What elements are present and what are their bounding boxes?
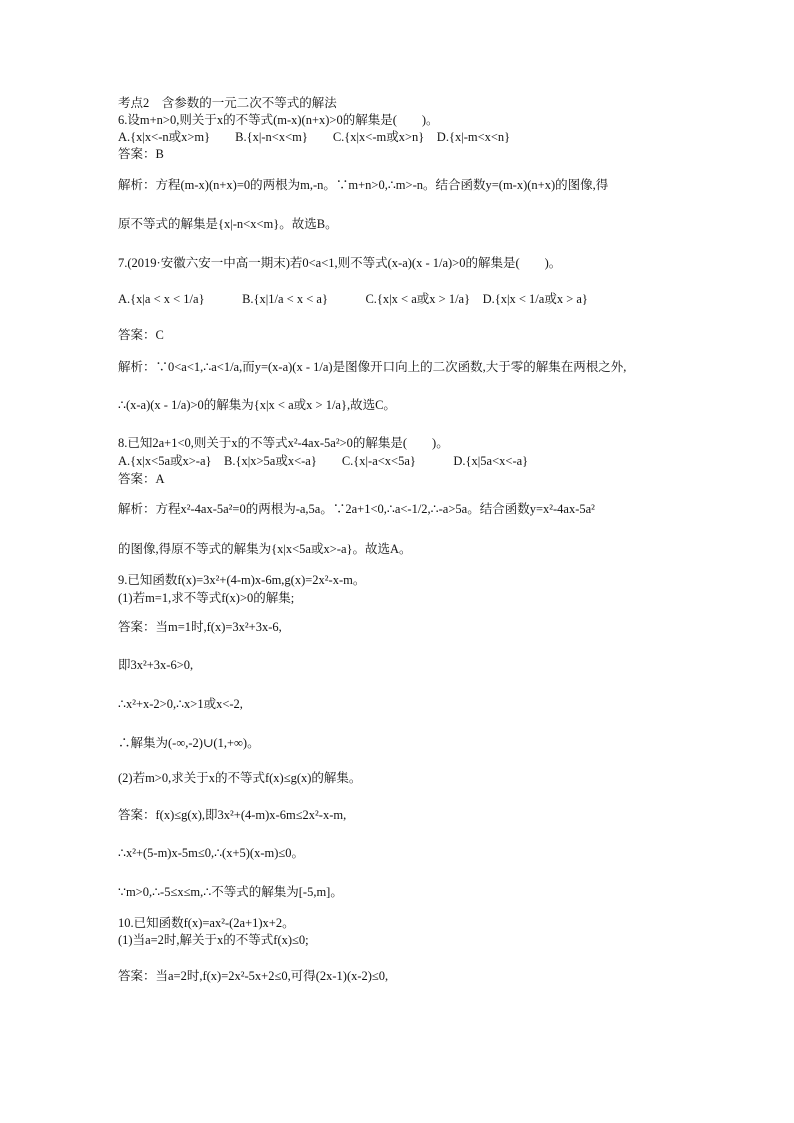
q9-part1-answer-line4: ∴解集为(-∞,-2)∪(1,+∞)。 [118, 736, 260, 750]
q8-analysis-line2: 的图像,得原不等式的解集为{x|x<5a或x>-a}。故选A。 [118, 542, 412, 556]
q7-answer: 答案：C [118, 328, 164, 342]
q8-stem: 8.已知2a+1<0,则关于x的不等式x²-4ax-5a²>0的解集是( )。 [118, 436, 449, 450]
q7-options: A.{x|a < x < 1/a} B.{x|1/a < x < a} C.{x|x < a或x > 1/a} D.{x|x < 1/a或x > a} [118, 292, 588, 306]
q6-answer: 答案：B [118, 147, 164, 161]
q7-analysis-line1: 解析：∵0<a<1,∴a<1/a,而y=(x-a)(x - 1/a)是图像开口向上的二次函数,大于零的解集在两根之外, [118, 360, 627, 374]
q6-analysis-line2: 原不等式的解集是{x|-n<x<m}。故选B。 [118, 217, 338, 231]
q10-stem: 10.已知函数f(x)=ax²-(2a+1)x+2。 [118, 916, 295, 930]
q9-part1-answer-line3: ∴x²+x-2>0,∴x>1或x<-2, [118, 697, 243, 711]
q10-part1: (1)当a=2时,解关于x的不等式f(x)≤0; [118, 933, 309, 947]
q6-stem: 6.设m+n>0,则关于x的不等式(m-x)(n+x)>0的解集是( )。 [118, 113, 439, 127]
q8-answer: 答案：A [118, 472, 165, 486]
q7-stem: 7.(2019·安徽六安一中高一期末)若0<a<1,则不等式(x-a)(x - 1/a)>0的解集是( )。 [118, 256, 562, 270]
q6-analysis-line1: 解析：方程(m-x)(n+x)=0的两根为m,-n。∵m+n>0,∴m>-n。结合函数y=(m-x)(n+x)的图像,得 [118, 178, 609, 192]
q6-options: A.{x|x<-n或x>m} B.{x|-n<x<m} C.{x|x<-m或x>n} D.{x|-m<x<n} [118, 130, 511, 144]
q9-part2-answer-line3: ∵m>0,∴-5≤x≤m,∴不等式的解集为[-5,m]。 [118, 885, 343, 899]
q9-part1: (1)若m=1,求不等式f(x)>0的解集; [118, 591, 295, 605]
q9-stem: 9.已知函数f(x)=3x²+(4-m)x-6m,g(x)=2x²-x-m。 [118, 573, 366, 587]
q7-analysis-line2: ∴(x-a)(x - 1/a)>0的解集为{x|x < a或x > 1/a},故选C。 [118, 398, 396, 412]
section-heading: 考点2 含参数的一元二次不等式的解法 [118, 96, 337, 110]
q8-options: A.{x|x<5a或x>-a} B.{x|x>5a或x<-a} C.{x|-a<x<5a} D.{x|5a<x<-a} [118, 454, 529, 468]
q9-part2-answer-line2: ∴x²+(5-m)x-5m≤0,∴(x+5)(x-m)≤0。 [118, 846, 304, 860]
q9-part2: (2)若m>0,求关于x的不等式f(x)≤g(x)的解集。 [118, 771, 362, 785]
q10-part1-answer-line1: 答案：当a=2时,f(x)=2x²-5x+2≤0,可得(2x-1)(x-2)≤0, [118, 969, 389, 983]
q9-part2-answer-line1: 答案：f(x)≤g(x),即3x²+(4-m)x-6m≤2x²-x-m, [118, 808, 347, 822]
q8-analysis-line1: 解析：方程x²-4ax-5a²=0的两根为-a,5a。∵2a+1<0,∴a<-1/2,∴-a>5a。结合函数y=x²-4ax-5a² [118, 502, 595, 516]
q9-part1-answer-line1: 答案：当m=1时,f(x)=3x²+3x-6, [118, 620, 282, 634]
q9-part1-answer-line2: 即3x²+3x-6>0, [118, 658, 194, 672]
